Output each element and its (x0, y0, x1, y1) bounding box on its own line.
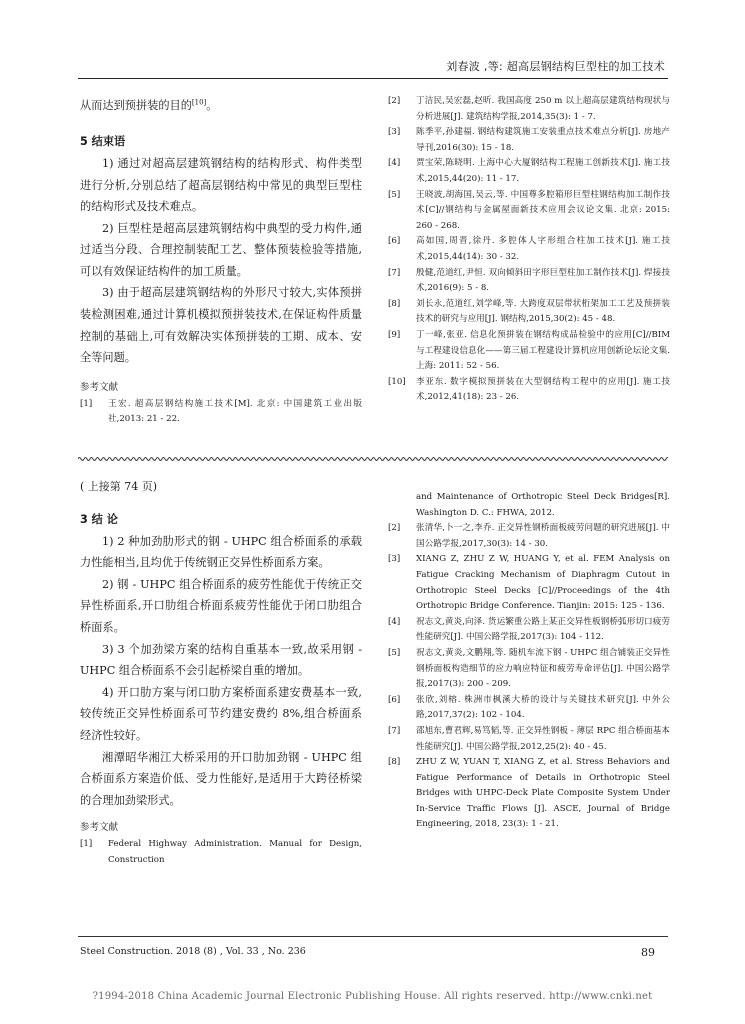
reference-text: 邵旭东,曹君辉,易笃韬,等. 正交异性钢板 - 薄层 RPC 组合桥面基本性能研究[J]. 中国公路学报,2012,25(2): 40 - 45. (416, 725, 670, 752)
reference-text: 丁一峰,张亚. 信息化预拼装在钢结构成品检验中的应用[C]//BIM 与工程建设信息化——第三届工程建设计算机应用创新论坛论文集. 上海: 2011: 52 - 56. (416, 329, 670, 372)
reference-text: 张欣,刘榕. 株洲市枫溪大桥的设计与关键技术研究[J]. 中外公路,2017,37(2): 102 - 104. (416, 694, 670, 721)
footer-rule (78, 936, 668, 937)
copyright-line: ?1994-2018 China Academic Journal Electronic Publishing House. All rights reserved. http://www.cnki.net (92, 991, 653, 1002)
reference-item (388, 297, 670, 328)
reference-item-continued (388, 490, 670, 521)
paragraph: 1) 2 种加劲肋形式的钢 - UHPC 组合桥面系的承载力性能相当,且均优于传统钢正交异性桥面系方案。 (80, 534, 362, 570)
paragraph: 3) 由于超高层建筑钢结构的外形尺寸较大,实体预拼装检测困难,通过计算机模拟预拼装技术,在保证构件质量控制的基础上,可有效解决实体预拼装的工期、成本、安全等问题。 (80, 286, 362, 365)
reference-text: 高如国,周晋,徐丹. 多腔体人字形组合柱加工技术[J]. 施工技术,2015,44(14): 30 - 32. (416, 236, 670, 262)
paragraph: 3) 3 个加劲梁方案的结构自重基本一致,故采用钢 - UHPC 组合桥面系不会引起桥梁自重的增加。 (80, 642, 362, 678)
reference-number: [3] (388, 554, 401, 565)
reference-number: [6] (388, 694, 401, 705)
reference-number: [4] (388, 616, 401, 627)
intro-line: 从而达到预拼装的目的[10]。 (80, 98, 218, 112)
paragraph: 2) 巨型柱是超高层建筑钢结构中典型的受力构件,通过适当分段、合理控制装配工艺、整体预装检验等措施,可以有效保证结构件的加工质量。 (80, 221, 362, 278)
reference-item (388, 188, 670, 235)
reference-number: [3] (388, 127, 401, 138)
reference-number: [8] (388, 298, 401, 309)
reference-item (388, 693, 670, 724)
reference-number: [7] (388, 725, 401, 736)
reference-item (80, 397, 362, 428)
reference-number: [8] (388, 757, 401, 768)
references-title: 参考文献 (80, 381, 119, 393)
reference-text: ZHU Z W, YUAN T, XIANG Z, et al. Stress Behaviors and Fatigue Performance of Details in Orthotropic Steel Bridges with UHPC-Deck Plate Composite System Under In-Service Traffic Flows [J]. ASCE, Journal of Bridge Engineering, 2018, 23(3): 1 - 21. (416, 757, 670, 830)
reference-item (388, 646, 670, 693)
reference-text: 刘长永,范道红,刘学峰,等. 大跨度双层带状桁架加工工艺及预拼装技术的研究与应用[J]. 钢结构,2015,30(2): 45 - 48. (416, 298, 670, 325)
reference-number: [4] (388, 158, 401, 169)
reference-text: 王宏. 超高层钢结构施工技术[M]. 北京: 中国建筑工业出版社,2013: 21 - 22. (108, 398, 362, 425)
reference-item (388, 266, 670, 297)
reference-text: 祝志文,黄炎,向泽. 货运繁重公路上某正交异性板钢桥弧形切口疲劳性能研究[J]. 中国公路学报,2017(3): 104 - 112. (416, 616, 670, 643)
reference-number: [6] (388, 236, 401, 247)
reference-text: XIANG Z, ZHU Z W, HUANG Y, et al. FEM Analysis on Fatigue Cracking Mechanism of Diaphragm Cutout in Orthotropic Steel Decks [C]//Proceedings of the 4th Orthotropic Bridge Conference. Tianjin: 2015: 125 - 136. (416, 554, 670, 612)
reference-text: 张清华,卜一之,李乔. 正交异性钢桥面板疲劳问题的研究进展[J]. 中国公路学报,2017,30(3): 14 - 30. (416, 523, 670, 549)
section-heading: 5 结束语 (80, 135, 126, 149)
reference-text: 丁洁民,吴宏磊,赵昕. 我国高度 250 m 以上超高层建筑结构现状与分析进展[J]. 建筑结构学报,2014,35(3): 1 - 7. (416, 96, 670, 122)
reference-number: [1] (80, 398, 93, 409)
reference-number: [9] (388, 329, 401, 340)
reference-text: 王晓波,胡海国,吴云,等. 中国尊多腔箱形巨型柱钢结构加工制作技术[C]//钢结构与金属屋面新技术应用会议论文集. 北京: 2015: 260 - 268. (416, 189, 670, 231)
paragraph: 2) 钢 - UHPC 组合桥面系的疲劳性能优于传统正交异性桥面系,开口肋组合桥面系疲劳性能优于闭口肋组合桥面系。 (80, 577, 362, 634)
header-rule (78, 78, 668, 79)
footer-journal-info: Steel Construction. 2018 (8) , Vol. 33 , No. 236 (80, 946, 306, 957)
lower-right-column (388, 490, 670, 833)
paragraph: 1) 通过对超高层建筑钢结构的结构形式、构件类型进行分析,分别总结了超高层钢结构中常见的典型巨型柱的结构形式及技术难点。 (80, 156, 362, 214)
upper-right-column (388, 94, 670, 406)
reference-item (80, 837, 362, 868)
reference-text: 李亚东. 数字模拟预拼装在大型钢结构工程中的应用[J]. 施工技术,2012,41(18): 23 - 26. (416, 376, 670, 403)
reference-item (388, 328, 670, 375)
reference-number: [2] (388, 523, 401, 534)
continued-from-note: ( 上接第 74 页) (80, 480, 158, 493)
page-number: 89 (641, 946, 655, 959)
reference-text: 贾宝荣,陈晓明. 上海中心大厦钢结构工程施工创新技术[J]. 施工技术,2015,44(20): 11 - 17. (416, 158, 670, 184)
section-heading: 3 结 论 (80, 513, 118, 526)
wavy-separator (78, 454, 668, 464)
reference-text: Federal Highway Administration. Manual for Design, Construction (108, 839, 362, 865)
reference-item (388, 521, 670, 552)
running-header: 刘春波 ,等: 超高层钢结构巨型柱的加工技术 (446, 60, 665, 73)
lower-left-column (80, 509, 362, 869)
reference-number: [5] (388, 189, 401, 200)
reference-number: [5] (388, 647, 401, 658)
references-title: 参考文献 (80, 822, 119, 834)
reference-item (388, 724, 670, 755)
reference-item (388, 156, 670, 187)
reference-item (388, 755, 670, 833)
reference-item (388, 234, 670, 265)
upper-left-column (80, 92, 362, 428)
reference-text: 祝志文,黄炎,文鹏翔,等. 随机车流下钢 - UHPC 组合铺装正交异性钢桥面板构造细节的应力响应特征和疲劳寿命评估[J]. 中国公路学报,2017(3): 200 - 209. (416, 647, 670, 690)
reference-item (388, 375, 670, 406)
reference-number: [2] (388, 96, 401, 106)
reference-number: [1] (80, 839, 93, 850)
paragraph: 湘潭昭华湘江大桥采用的开口肋加劲钢 - UHPC 组合桥面系方案造价低、受力性能好,是适用于大跨径桥梁的合理加劲梁形式。 (80, 750, 362, 807)
reference-number: [7] (388, 267, 401, 278)
reference-item (388, 94, 670, 125)
reference-text: 殷健,范道红,尹恒. 双向倾斜田字形巨型柱加工制作技术[J]. 焊接技术,2016(9): 5 - 8. (416, 267, 670, 294)
reference-item (388, 615, 670, 646)
reference-item (388, 552, 670, 614)
reference-number: [10] (388, 376, 406, 387)
reference-item (388, 125, 670, 156)
reference-text: and Maintenance of Orthotropic Steel Deck Bridges[R]. Washington D. C.: FHWA, 2012. (416, 492, 670, 518)
reference-text: 陈季平,孙建福. 钢结构建筑施工安装重点技术难点分析[J]. 房地产导刊,2016(30): 15 - 18. (416, 127, 670, 153)
paragraph: 4) 开口肋方案与闭口肋方案桥面系建安费基本一致,较传统正交异性桥面系可节约建安费约 8%,组合桥面系经济性较好。 (80, 685, 362, 742)
